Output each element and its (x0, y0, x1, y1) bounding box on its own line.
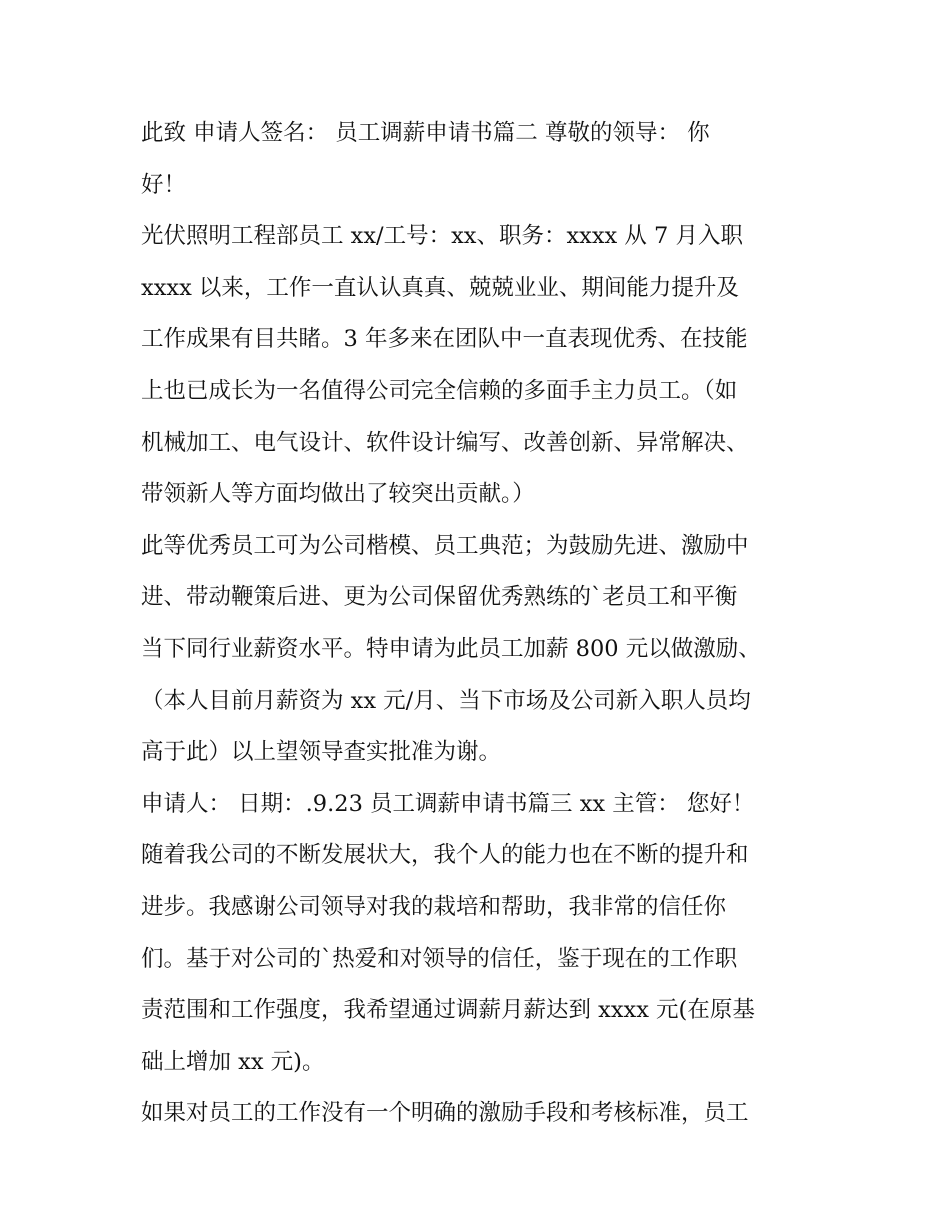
text-line: 责范围和工作强度，我希望通过调薪月薪达到 xxxx 元(在原基 (141, 997, 755, 1024)
text-line: 础上增加 xx 元)。 (141, 1048, 325, 1075)
text-line: 此致 申请人签名： 员工调薪申请书篇二 尊敬的领导： 你 (141, 120, 710, 146)
text-line: 如果对员工的工作没有一个明确的激励手段和考核标准，员工 (141, 1100, 749, 1127)
text-line: 高于此）以上望领导查实批准为谢。 (141, 739, 502, 766)
text-line: xxxx 以来，工作一直认认真真、兢兢业业、期间能力提升及 (141, 274, 739, 301)
text-line: 进、带动鞭策后进、更为公司保留优秀熟练的`老员工和平衡 (141, 584, 738, 611)
text-line: 进步。我感谢公司领导对我的栽培和帮助，我非常的信任你 (141, 893, 727, 920)
text-line: 好！ (141, 171, 187, 198)
text-line: 申请人： 日期：.9.23 员工调薪申请书篇三 xx 主管： 您好！ (141, 790, 755, 817)
text-line: 带领新人等方面均做出了较突出贡献。） (141, 481, 535, 508)
text-line: 们。基于对公司的`热爱和对领导的信任，鉴于现在的工作职 (141, 945, 738, 972)
text-line: 工作成果有目共睹。3 年多来在团队中一直表现优秀、在技能 (141, 326, 748, 353)
text-line: 当下同行业薪资水平。特申请为此员工加薪 800 元以做激励、 (141, 635, 761, 662)
text-line: 上也已成长为一名值得公司完全信赖的多面手主力员工。（如 (141, 377, 738, 404)
text-line: 此等优秀员工可为公司楷模、员工典范；为鼓励先进、激励中 (141, 532, 749, 559)
text-line: （本人目前月薪资为 xx 元/月、当下市场及公司新入职人员均 (141, 687, 751, 714)
text-line: 光伏照明工程部员工 xx/工号：xx、职务：xxxx 从 7 月入职 (141, 223, 744, 250)
text-line: 机械加工、电气设计、软件设计编写、改善创新、异常解决、 (141, 429, 749, 456)
body-text (141, 108, 821, 1140)
text-line: 随着我公司的不断发展状大，我个人的能力也在不断的提升和 (141, 842, 749, 869)
